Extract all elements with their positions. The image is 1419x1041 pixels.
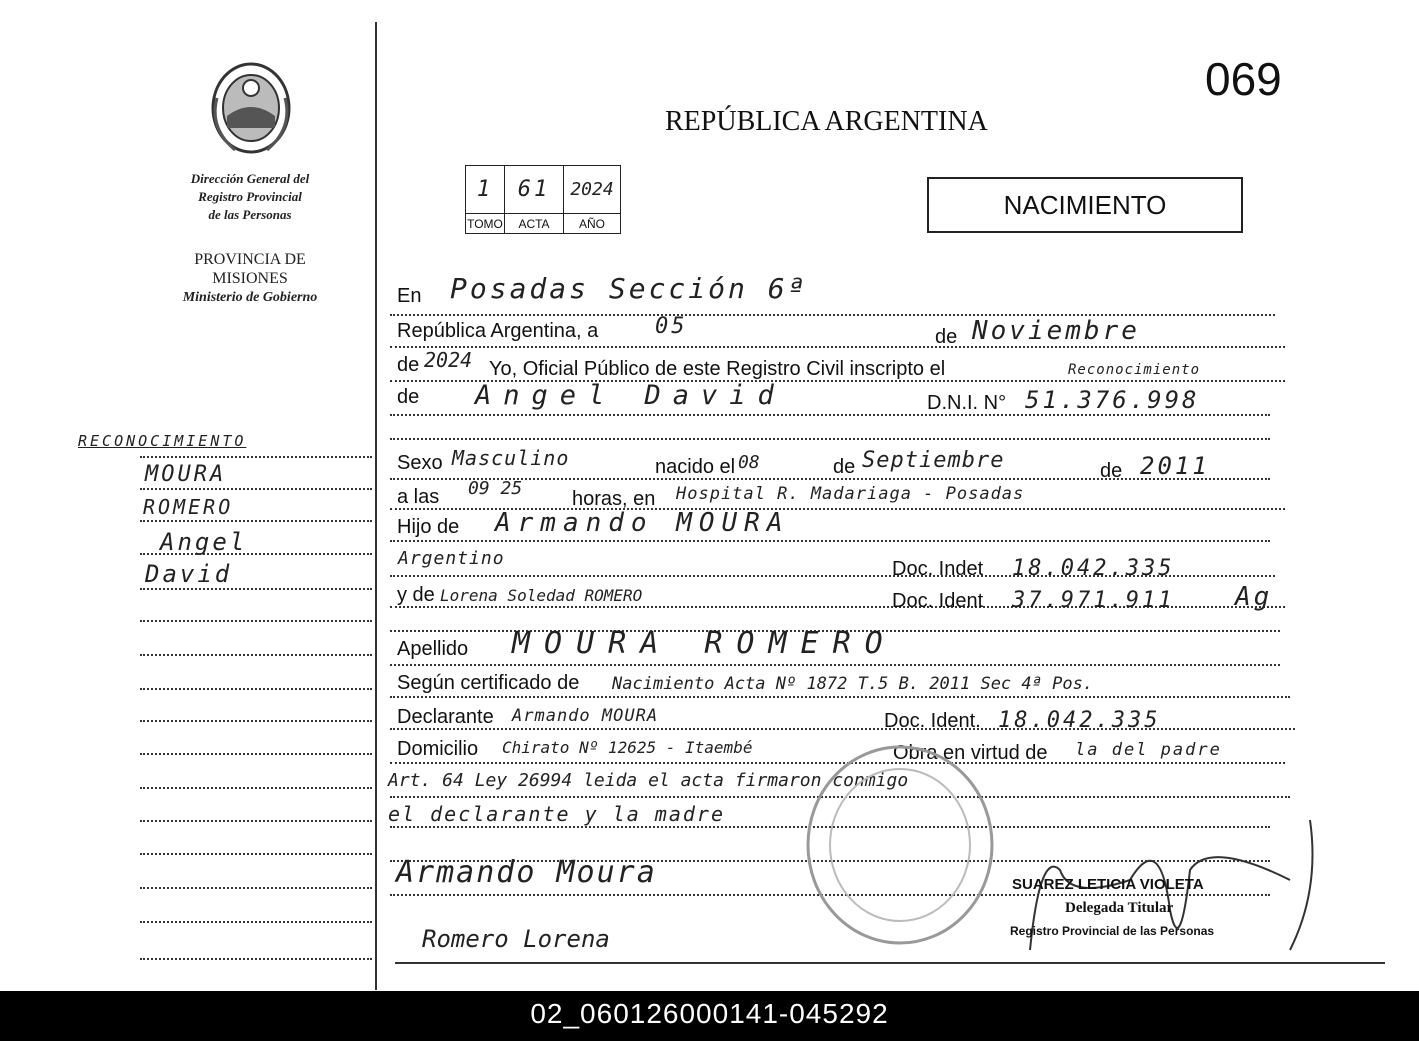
field-certificado: Nacimiento Acta Nº 1872 T.5 B. 2011 Sec 4ª Pos. (612, 674, 1094, 694)
signature-madre: Romero Lorena (422, 925, 610, 953)
margin-note-name1: Angel (160, 528, 248, 556)
official-stamp (800, 740, 1000, 950)
anio-value: 2024 (570, 179, 614, 200)
field-padre-nac: Argentino (398, 548, 505, 569)
org-name-line3: de las Personas (208, 207, 292, 222)
document-barcode-footer (0, 991, 1419, 1041)
acta-label: ACTA (505, 214, 564, 234)
field-nac-mes: Septiembre (862, 448, 1005, 473)
document-type: NACIMIENTO (1003, 190, 1167, 220)
field-dia: 05 (655, 314, 688, 339)
field-padre: Armando MOURA (495, 508, 790, 538)
label-doc-indet: Doc. Indet (892, 558, 984, 580)
margin-note-surname2: ROMERO (143, 495, 234, 519)
tomo-label: TOMO (466, 214, 505, 234)
field-madre-nac: Ag (1235, 582, 1273, 612)
field-madre: Lorena Soledad ROMERO (440, 586, 643, 605)
field-declarante: Armando MOURA (512, 706, 659, 726)
province-line2: MISIONES (212, 270, 288, 287)
field-nac-anio: 2011 (1140, 452, 1210, 480)
column-divider (375, 22, 377, 990)
label-de: de (935, 326, 958, 348)
field-hora: 09 25 (468, 478, 523, 499)
margin-note-title: RECONOCIMIENTO (78, 432, 247, 450)
label-segun-certificado: Según certificado de (397, 672, 580, 694)
label-y-de: y de (397, 584, 435, 606)
field-nota-linea1: Art. 64 Ley 26994 leida el acta firmaron conmigo (388, 770, 909, 791)
footer-code: 02_060126000141-045292 (530, 998, 889, 1029)
field-nota-linea2: el declarante y la madre (388, 802, 725, 826)
page-number: 069 (1205, 53, 1282, 105)
official-name: SUAREZ LETICIA VIOLETA (1012, 876, 1204, 893)
anio-label: AÑO (564, 214, 621, 234)
field-declarante-doc: 18.042.335 (998, 708, 1161, 733)
field-apellido: MOURA ROMERO (512, 626, 897, 661)
signature-declarante: Armando Moura (396, 855, 657, 890)
label-domicilio: Domicilio (397, 738, 479, 760)
label-yo-oficial: Yo, Oficial Público de este Registro Civil inscripto el (489, 358, 946, 380)
official-office: Registro Provincial de las Personas (1010, 924, 1215, 938)
field-sexo: Masculino (452, 446, 570, 470)
field-mes: Noviembre (972, 316, 1140, 346)
label-de-mes: de (833, 456, 856, 478)
label-horas-en: horas, en (572, 488, 656, 510)
field-obra: la del padre (1075, 740, 1222, 760)
province-line1: PROVINCIA DE (194, 251, 306, 268)
tomo-acta-box (465, 165, 621, 234)
label-de-anio: de (397, 354, 420, 376)
field-nac-dia: 08 (738, 452, 760, 473)
document-type-box (927, 177, 1243, 233)
country-title: REPÚBLICA ARGENTINA (665, 106, 988, 137)
label-apellido: Apellido (397, 638, 469, 660)
coat-of-arms-seal (205, 58, 297, 158)
label-sexo: Sexo (397, 452, 443, 474)
field-padre-doc: 18.042.335 (1012, 556, 1175, 581)
field-anio: 2024 (424, 348, 473, 372)
label-en: En (397, 285, 422, 307)
label-de-nombre: de (397, 386, 420, 408)
label-republica: República Argentina, a (397, 320, 599, 342)
label-obra: Obra en virtud de (893, 742, 1048, 764)
label-de-anio-nac: de (1100, 460, 1123, 482)
field-domicilio: Chirato Nº 12625 - Itaembé (502, 738, 753, 757)
field-lugar: Posadas Sección 6ª (450, 272, 808, 305)
official-title: Delegada Titular (1065, 900, 1174, 916)
field-nombre: Angel David (475, 380, 786, 411)
label-dni: D.N.I. N° (927, 392, 1007, 414)
org-name-line1: Dirección General del (190, 171, 310, 186)
tomo-value: 1 (476, 177, 494, 202)
field-madre-doc: 37.971.911 (1012, 588, 1175, 613)
margin-note-surname1: MOURA (145, 462, 227, 487)
field-lugar-nac: Hospital R. Madariaga - Posadas (676, 484, 1025, 504)
field-inscripto: Reconocimiento (1068, 362, 1201, 378)
label-a-las: a las (397, 486, 440, 508)
field-dni: 51.376.998 (1025, 386, 1200, 414)
margin-note-name2: David (145, 560, 233, 588)
label-doc-ident-declarante: Doc. Ident. (884, 710, 981, 732)
label-doc-ident: Doc. Ident (892, 590, 984, 612)
label-declarante: Declarante (397, 706, 494, 728)
label-hijo-de: Hijo de (397, 516, 460, 538)
label-nacido: nacido el (655, 456, 736, 478)
acta-value: 61 (517, 177, 551, 202)
org-name-line2: Registro Provincial (198, 189, 302, 204)
ministry-name: Ministerio de Gobierno (182, 290, 318, 305)
